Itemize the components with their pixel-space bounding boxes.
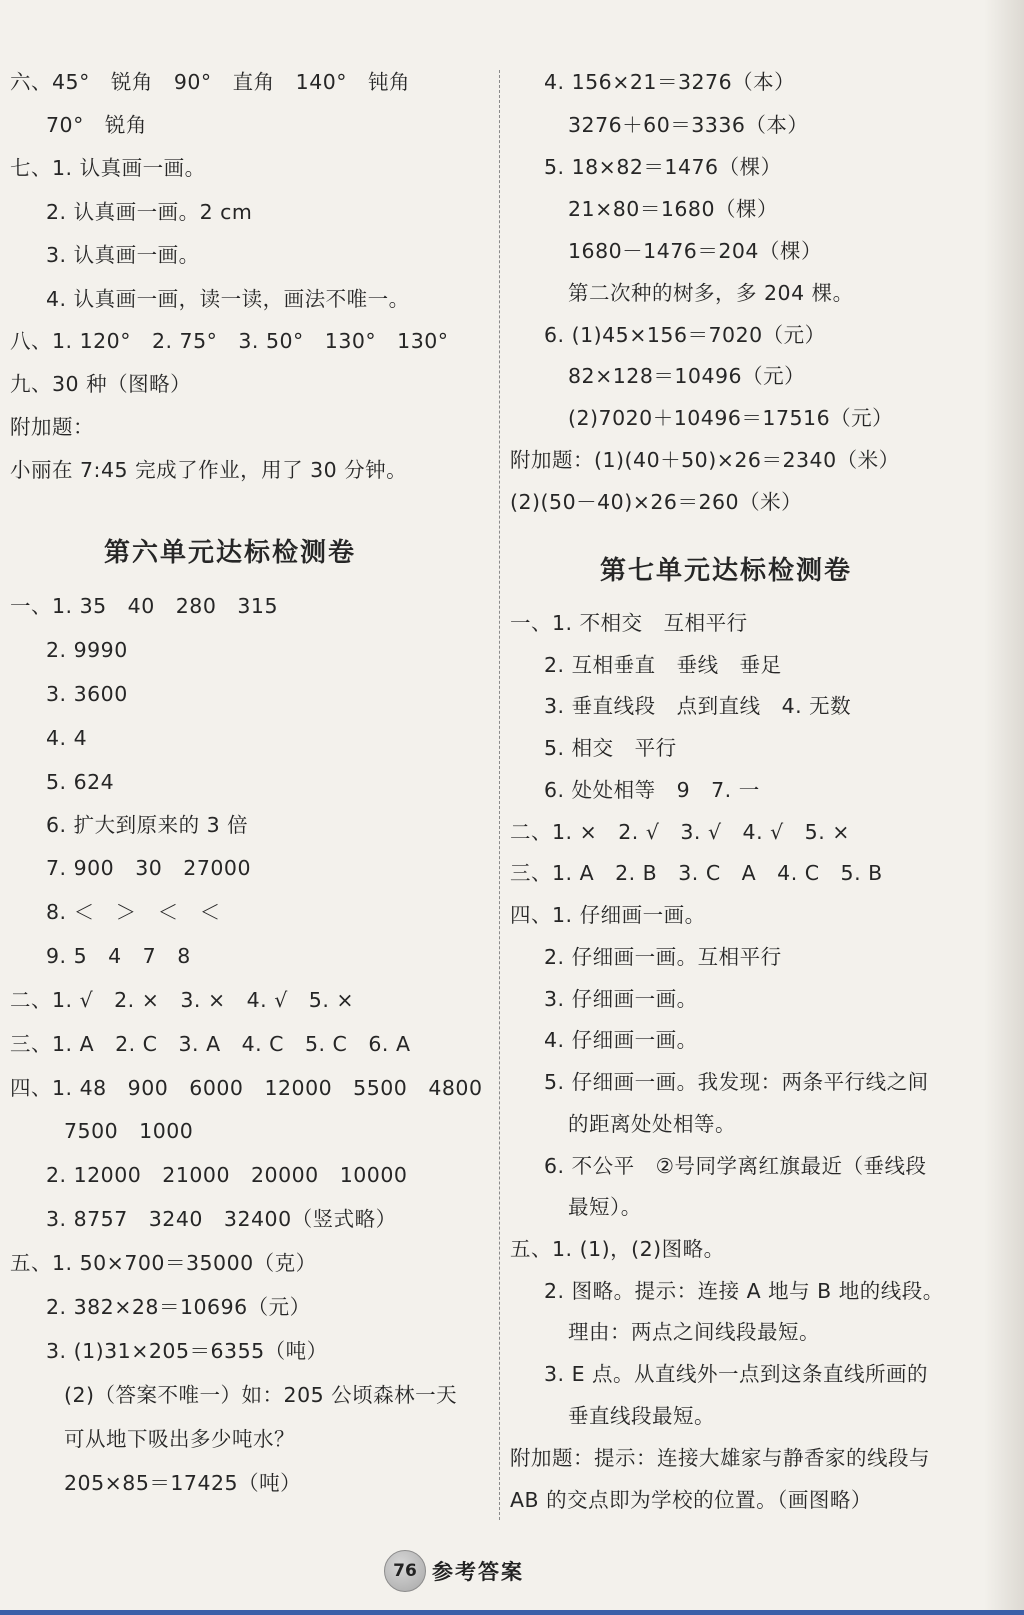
answer-line: 第二次种的树多，多 204 棵。	[568, 281, 854, 305]
answer-line: 七、1. 认真画一画。	[10, 156, 206, 180]
answer-line: 9. 5 4 7 8	[46, 944, 191, 968]
answer-line: 21×80＝1680（棵）	[568, 197, 779, 221]
answer-line: 4. 4	[46, 726, 88, 750]
answer-line: 2. 仔细画一画。互相平行	[544, 945, 782, 969]
answer-line: 垂直线段最短。	[568, 1404, 715, 1428]
answer-line: 2. 12000 21000 20000 10000	[46, 1163, 408, 1187]
answer-line: 附加题：提示：连接大雄家与静香家的线段与	[510, 1446, 930, 1470]
answer-line: 九、30 种（图略）	[10, 372, 192, 396]
answer-line: 7. 900 30 27000	[46, 856, 252, 880]
answer-line: 附加题：	[10, 415, 94, 439]
answer-line: 附加题：(1)(40＋50)×26＝2340（米）	[510, 448, 900, 472]
answer-line: 五、1. (1)，(2)图略。	[510, 1237, 725, 1261]
answer-line: (2)(50－40)×26＝260（米）	[510, 490, 803, 514]
answer-line: 六、45° 锐角 90° 直角 140° 钝角	[10, 70, 411, 94]
answer-line: 一、1. 35 40 280 315	[10, 594, 279, 618]
page-footer	[384, 1550, 524, 1592]
answer-line: 6. 扩大到原来的 3 倍	[46, 813, 249, 837]
answer-line: 4. 认真画一画，读一读，画法不唯一。	[46, 287, 410, 311]
answer-line: AB 的交点即为学校的位置。（画图略）	[510, 1488, 872, 1512]
answer-line: 3. E 点。从直线外一点到这条直线所画的	[544, 1362, 929, 1386]
answer-line: 6. 不公平 ②号同学离红旗最近（垂线段	[544, 1154, 927, 1178]
answer-line: 70° 锐角	[46, 113, 147, 137]
answer-line: 2. 9990	[46, 638, 128, 662]
answer-line: 八、1. 120° 2. 75° 3. 50° 130° 130°	[10, 329, 449, 353]
answer-line: (2)7020＋10496＝17516（元）	[568, 406, 894, 430]
answer-line: 2. 互相垂直 垂线 垂足	[544, 653, 782, 677]
answer-line: 82×128＝10496（元）	[568, 364, 806, 388]
answer-line: 6. (1)45×156＝7020（元）	[544, 323, 826, 347]
answer-line: 5. 相交 平行	[544, 736, 677, 760]
answer-line: 最短）。	[568, 1195, 642, 1219]
answer-line: (2)（答案不唯一）如：205 公顷森林一天	[64, 1383, 458, 1407]
answer-line: 三、1. A 2. C 3. A 4. C 5. C 6. A	[10, 1032, 411, 1056]
answer-line: 3. 3600	[46, 682, 128, 706]
answer-line: 3. 8757 3240 32400（竖式略）	[46, 1207, 397, 1231]
footer-label: 参考答案	[432, 1560, 524, 1584]
answer-line: 的距离处处相等。	[568, 1112, 736, 1136]
answer-line: 2. 382×28＝10696（元）	[46, 1295, 311, 1319]
answer-line: 7500 1000	[64, 1119, 194, 1143]
answer-line: 四、1. 仔细画一画。	[510, 903, 706, 927]
answer-line: 可从地下吸出多少吨水？	[64, 1427, 295, 1451]
bottom-edge-bar	[0, 1610, 1024, 1615]
page-number: 76	[384, 1550, 426, 1592]
answer-line: 8. ＜ ＞ ＜ ＜	[46, 900, 221, 924]
column-divider	[499, 70, 500, 1520]
answer-line: 四、1. 48 900 6000 12000 5500 4800	[10, 1076, 483, 1100]
page-edge-shadow	[984, 0, 1024, 1615]
answer-line: 1680－1476＝204（棵）	[568, 239, 822, 263]
answer-line: 6. 处处相等 9 7. 一	[544, 778, 760, 802]
answer-line: 4. 仔细画一画。	[544, 1028, 698, 1052]
answer-line: 2. 图略。提示：连接 A 地与 B 地的线段。	[544, 1279, 944, 1303]
section-heading-unit-7: 第七单元达标检测卷	[600, 556, 853, 586]
answer-line: 5. 624	[46, 770, 115, 794]
answer-line: 3. 垂直线段 点到直线 4. 无数	[544, 694, 852, 718]
answer-line: 3. 仔细画一画。	[544, 987, 698, 1011]
answer-line: 二、1. √ 2. × 3. × 4. √ 5. ×	[10, 988, 355, 1012]
answer-line: 205×85＝17425（吨）	[64, 1471, 302, 1495]
answer-line: 小丽在 7:45 完成了作业，用了 30 分钟。	[10, 458, 408, 482]
answer-line: 2. 认真画一画。2 cm	[46, 200, 253, 224]
answer-line: 4. 156×21＝3276（本）	[544, 70, 796, 94]
answer-line: 五、1. 50×700＝35000（克）	[10, 1251, 317, 1275]
answer-line: 三、1. A 2. B 3. C A 4. C 5. B	[510, 861, 883, 885]
answer-line: 5. 仔细画一画。我发现：两条平行线之间	[544, 1070, 929, 1094]
answer-line: 一、1. 不相交 互相平行	[510, 611, 748, 635]
answer-line: 理由：两点之间线段最短。	[568, 1320, 820, 1344]
answer-line: 3276＋60＝3336（本）	[568, 113, 809, 137]
answer-line: 3. 认真画一画。	[46, 243, 200, 267]
section-heading-unit-6: 第六单元达标检测卷	[104, 538, 357, 568]
answer-line: 5. 18×82＝1476（棵）	[544, 155, 782, 179]
answer-line: 3. (1)31×205＝6355（吨）	[46, 1339, 328, 1363]
answer-line: 二、1. × 2. √ 3. √ 4. √ 5. ×	[510, 820, 850, 844]
